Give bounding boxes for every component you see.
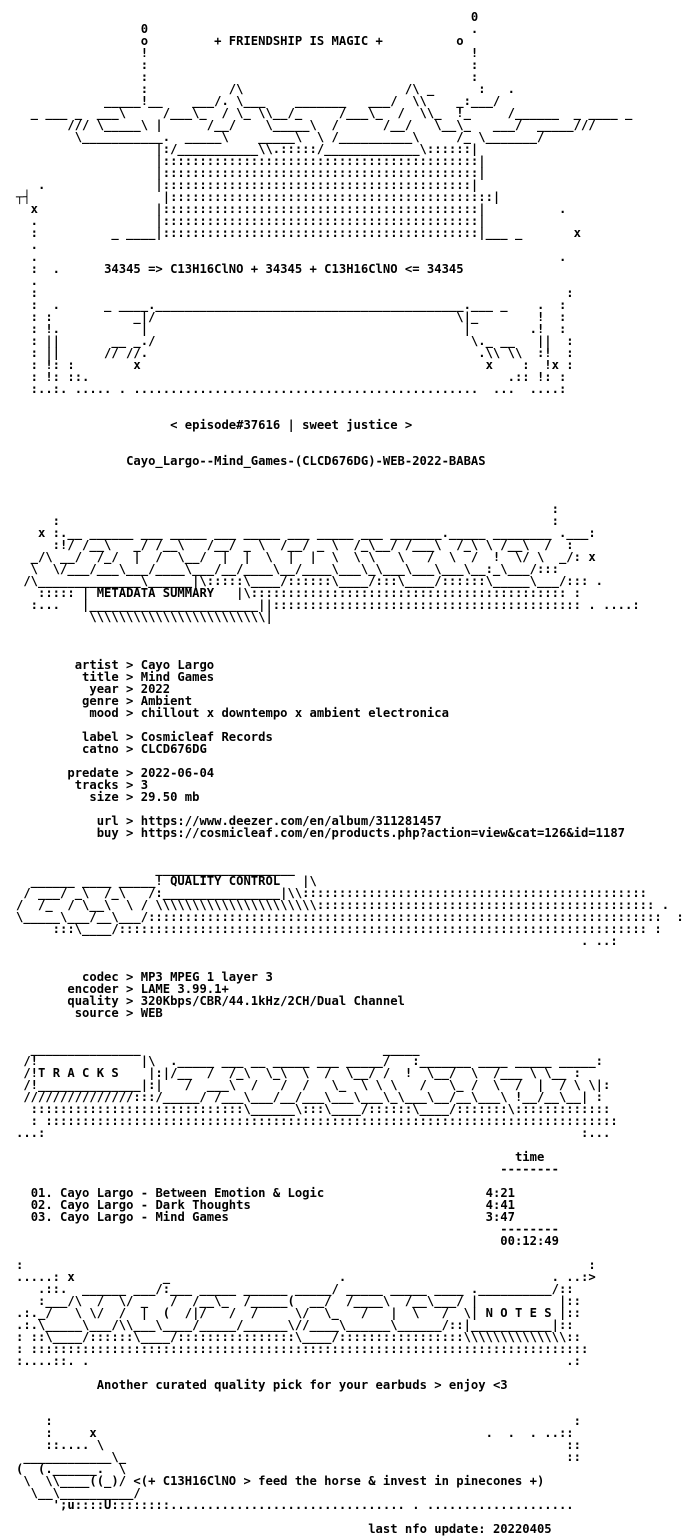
quality-section-title: QUALITY CONTROL bbox=[170, 874, 281, 888]
ascii-art: ::::: | METADATA SUMMARY |\::::::::::::::::::::::::::::::::::::::::::: : bbox=[16, 586, 581, 600]
metadata-buy: https://cosmicleaf.com/en/products.php?action=view&cat=126&id=1187 bbox=[140, 826, 626, 840]
header-tagline: + FRIENDSHIP IS MAGIC + bbox=[214, 34, 383, 48]
ascii-art: :::\____/:::::::::::::::::::::::::::::::::::::::::::::::::::::::::::::::::::::::: : bbox=[16, 922, 662, 936]
ascii-art: /!______________|:| / ___\ / / / \_ \ \ \ / \_ / \ / | / \ \|: bbox=[16, 1078, 611, 1092]
ascii-art: : . 34345 => C13H16ClNO + 34345 + C13H16ClNO <= 34345 bbox=[16, 262, 464, 276]
metadata-size: 29.50 mb bbox=[140, 790, 200, 804]
ascii-art: : : bbox=[16, 1414, 581, 1428]
ascii-art: ';u::::U::::::::................................ . .................... bbox=[16, 1498, 574, 1512]
ascii-art: |:::::::::::::::::::::::::::::::::::::::::::| bbox=[16, 154, 486, 168]
track-1-time: 4:21 bbox=[485, 1186, 515, 1200]
ascii-art: . |::::::::::::::::::::::::::::::::::::::::::| bbox=[16, 178, 479, 192]
metadata-tracks: 3 bbox=[140, 778, 149, 792]
ascii-art: : :::::::::::::::::::::::::::::::::::::::::::::::::::::::::::::::::::::::::::::: bbox=[16, 1114, 618, 1128]
track-row: 03. Cayo Largo - Mind Games 3:47 bbox=[30, 1210, 515, 1224]
ascii-art: : : bbox=[16, 58, 479, 72]
ascii-art: . ..: bbox=[16, 934, 618, 948]
ascii-art: ___________________ bbox=[16, 862, 295, 876]
ascii-art: o + FRIENDSHIP IS MAGIC + o bbox=[16, 34, 464, 48]
quality-codec: MP3 MPEG 1 layer 3 bbox=[140, 970, 273, 984]
ascii-art: \ \/___/___\___/____\___/__/____\__/____\___\_\___\___\___\__:_\___/::: bbox=[16, 562, 559, 576]
release-episode: < episode#37616 | sweet justice > bbox=[170, 418, 413, 432]
ascii-art: : /\ /\ _ : . bbox=[16, 82, 515, 96]
notes-section-title: N O T E S bbox=[485, 1306, 552, 1320]
quality-source: WEB bbox=[140, 1006, 163, 1020]
ascii-art: x |:::::::::::::::::::::::::::::::::::::::::::| . bbox=[16, 202, 567, 216]
nfo-document: 0 0 . o + FRIENDSHIP IS MAGIC + o ! ! : : : : : /\ /\ _ : . _____!__ ___/. \___ _______ ___/ \\ _:___/ _ ___ _ ___\ /___\_ / \_ \\__/_ /___\_ / \\_ !_ /______ _ ____ _ /// \_____\ | /__/ \_____\ / /__/ \__\_ ___/ _____/// \___________. _____\ _____\ \ /__________\ /_ \_______/ |:/___________\\.:::::/_____________\::::::| |:::::::::::::::::::::::::::::::::::::::::::| |:::::::::::::::::::::::::::::::::::::::::::| . |::::::::::::::::::::::::::::::::::::::::::| ┬┤ |::::::::::::::::::::::::::::::::::::::::::::| x |:::::::::::::::::::::::::::::::::::::::::::| . . |:::::::::::::::::::::::::::::::::::::::::::| : _ ____|:::::::::::::::::::::::::::::::::::::::::::|___ _ x . . . : . 34345 => C13H16ClNO + 34345 + C13H16ClNO <= 34345 . : : : . _ ____.__________________________________________.___ _ . : : : _|/ \|_ ! : : !. | | .! : : || __ _./ \._ __ || : : || // //. .\\ \\ :! : : !: : x x : !x : : !: ::. .:: !: : :..:. ..... . ............................................... ... ....: < episode#37616 | sweet justice > Cayo_Largo--Mind_Games-(CLCD676DG)-WEB-2022-BABAS : : : x :.__ ______ ___ _____ ___ _____ ___ _____ ___ _______._____ ________ .___: :!/ /__\ _/ /__\ /__/ _ \ /__/ _ \ /_\__/ /___\ /_\ \ /__\ / : _/\ __/ /_/ | / \__/ | | \ | | \ \ \ \ / \ / ! \/ \ _/: x \ \/___/___\___/____\___/__/____\__/____\___\_\___\___\___\__:_\___/::: /\______________\______|\:::::\____/::::::\____/:::\____/::::::\_____\___/::: . ::::: | METADATA SUMMARY |\::::::::::::::::::::::::::::::::::::::::::: : :... |_______________________||:::::::::::::::::::::::::::::::::::::::::: . ....: \\\\\\\\\\\\\\\\\\\\\\\\| artist > Cayo Largo title > Mind Games year > 2022 genre > Ambient mood > chillout x downtempo x ambient electronica label > Cosmicleaf Records catno > CLCD676DG predate > 2022-06-04 tracks > 3 size > 29.50 mb url > https://www.deezer.com/en/album/311281457 buy > https://cosmicleaf.com/en/products.php?action=view&cat=126&id=1187 ___________________ ______ ____ _____! QUALITY CONTROL |\ / ___/ _\ /_\ /:________________|\\::::::::::::::::::::::::::::::::::::::::::::::: / /_ / \__\ \ / \\\\\\\\\\\\\\\\\\\\\\:::::::::::::::::::::::::::::::::::::::::::::: . \_____\___/__\___/:::::::::::::::::::::::::::::::::::::::::::::::::::::::::::::::::::::: : :::\____/:::::::::::::::::::::::::::::::::::::::::::::::::::::::::::::::::::::::: : . ..: codec > MP3 MPEG 1 layer 3 encoder > LAME 3.99.1+ quality > 320Kbps/CBR/44.1kHz/2CH/Dual Channel source > WEB _______________ _____ /! |\ ._____ ___ __ _____ ___ _____/ :_______ ____ _____ _____: /!T R A C K S |:|/__ / /_\ \_\ \ / \__/ / ! \__/ \ /___ \ \__ : /!______________|:| / ___\ / / / \_ \ \ \ / \_ / \ / | / \ \|: ///////////////:::/_____/ /___\___/__/___\___\___\_\___\__/__\___\ !__/__\__| : :::::::::::::::::::::::::::::\______\:::\____/::::::\____/:::::::\::::::::::::: : :::::::::::::::::::::::::::::::::::::::::::::::::::::::::::::::::::::::::::::: ...: :... time -------- 01. Cayo Largo - Between Emotion & Logic 4:21 02. Cayo Largo - Dark Thoughts 4:41 03. Cayo Largo - Mind Games 3:47 -------- 00:12:49 : : .....: x _ . . ..:> .::. ______ ___/:___ _____ ______ _____/ _____ _____ ____ .__________/:: :___/\ / \/ _ / /__\_ /_____( __/ /____\ /__\___/ | |:: .:._/ \ \/ / | ( /|/ / / \/ \_ / | \ / \| N O T E S |:: .:.\_____\___/\\___\____/_____/______\//____\______\______/::|___________|:: : ::\____/::::::\____/::::::::::::::::\____/:::::::::::::::::\\\\\\\\\\\\\\:: : :::::::::::::::::::::::::::::::::::::::::::::::::::::::::::::::::::::::::::: :....::. . .: Another curated quality pick for your earbuds > enjoy <3 : : : x . . . ..:: ::.... \ :: ____________\_ :: ( (.______. \ \ \\____((_)/ <(+ C13H16ClNO > feed the horse & invest in pinecones +) \__\__________/ ';u::::U::::::::................................ . .................... last nfo update: 20220405 bbox=[16, 10, 684, 1536]
ascii-art: ( (.______. \ bbox=[16, 1462, 127, 1476]
ascii-art: 0 . bbox=[16, 22, 479, 36]
metadata-section-title: METADATA SUMMARY bbox=[96, 586, 215, 600]
ascii-art: \ \\____((_)/ <(+ C13H16ClNO > feed the horse & invest in pinecones +) bbox=[16, 1474, 545, 1488]
ascii-art: x :.__ ______ ___ _____ ___ _____ ___ _____ ___ _______._____ ________ .___: bbox=[16, 526, 596, 540]
track-1-title: Between Emotion & Logic bbox=[155, 1186, 325, 1200]
ascii-art: :..:. ..... . ............................................... ... ....: bbox=[16, 382, 567, 396]
ascii-art: : : bbox=[16, 514, 559, 528]
track-row: 01. Cayo Largo - Between Emotion & Logic 4:21 bbox=[30, 1186, 515, 1200]
ascii-art: .:._/ \ \/ / | ( /|/ / / \/ \_ / | \ / \| N O T E S |:: bbox=[16, 1306, 582, 1320]
ascii-art: \__\__________/ bbox=[16, 1486, 141, 1500]
metadata-artist: Cayo Largo bbox=[140, 658, 215, 672]
release-dirname: Cayo_Largo--Mind_Games-(CLCD676DG)-WEB-2022-BABAS bbox=[126, 454, 486, 468]
track-2-number: 02. bbox=[30, 1198, 53, 1212]
ascii-art: \___________. _____\ _____\ \ /__________\ /_ \_______/ bbox=[16, 130, 545, 144]
footer-last-update: last nfo update: 20220405 bbox=[368, 1522, 552, 1536]
tracks-section-title: T R A C K S bbox=[38, 1066, 119, 1080]
ascii-art: :::::::::::::::::::::::::::::\______\:::\____/::::::\____/:::::::\::::::::::::: bbox=[16, 1102, 611, 1116]
ascii-art: ______ ____ _____! QUALITY CONTROL |\ bbox=[16, 874, 317, 888]
ascii-art: : !: ::. .:: !: : bbox=[16, 370, 567, 384]
ascii-art: _ ___ _ ___\ /___\_ / \_ \\__/_ /___\_ / \\_ !_ /______ _ ____ _ bbox=[16, 106, 633, 120]
ascii-art: : || // //. .\\ \\ :! : bbox=[16, 346, 574, 360]
ascii-art: : : bbox=[16, 70, 479, 84]
ascii-art: \_____\___/__\___/:::::::::::::::::::::::::::::::::::::::::::::::::::::::::::::::::::::: : bbox=[16, 910, 684, 924]
track-2-artist: Cayo Largo bbox=[60, 1198, 134, 1212]
ascii-art: : : bbox=[16, 1258, 596, 1272]
ascii-art: . . bbox=[16, 250, 567, 264]
ascii-art: . |:::::::::::::::::::::::::::::::::::::::::::| bbox=[16, 214, 486, 228]
ascii-art: :___/\ / \/ _ / /__\_ /_____( __/ /____\ /__\___/ | |:: bbox=[16, 1294, 581, 1308]
track-3-artist: Cayo Largo bbox=[60, 1210, 134, 1224]
ascii-art: _/\ __/ /_/ | / \__/ | | \ | | \ \ \ \ / \ / ! \/ \ _/: x bbox=[16, 550, 596, 564]
ascii-art: |:::::::::::::::::::::::::::::::::::::::::::| bbox=[16, 166, 486, 180]
metadata-year: 2022 bbox=[140, 682, 171, 696]
ascii-art: /\______________\______|\:::::\____/::::::\____/:::\____/::::::\_____\___/::: . bbox=[16, 574, 603, 588]
ascii-art: :!/ /__\ _/ /__\ /__/ _ \ /__/ _ \ /_\__/ /___\ /_\ \ /__\ / : bbox=[16, 538, 574, 552]
ascii-art: ///////////////:::/_____/ /___\___/__/___\___\___\_\___\__/__\___\ !__/__\__| : bbox=[16, 1090, 603, 1104]
metadata-mood: chillout x downtempo x ambient electronica bbox=[140, 706, 449, 720]
tracklist-total: 00:12:49 bbox=[500, 1234, 559, 1248]
ascii-art: :....::. . .: bbox=[16, 1354, 581, 1368]
ascii-art: |:/___________\\.:::::/_____________\::::::| bbox=[16, 142, 479, 156]
track-1-number: 01. bbox=[30, 1186, 53, 1200]
ascii-art: . bbox=[16, 238, 39, 252]
ascii-art: : || __ _./ \._ __ || : bbox=[16, 334, 574, 348]
ascii-art: \\\\\\\\\\\\\\\\\\\\\\\\| bbox=[16, 610, 273, 624]
ascii-art: ! ! bbox=[16, 46, 479, 60]
ascii-art: /!T R A C K S |:|/__ / /_\ \_\ \ / \__/ / ! \__/ \ /___ \ \__ : bbox=[16, 1066, 581, 1080]
metadata-label: Cosmicleaf Records bbox=[140, 730, 273, 744]
tracklist-time-header: time bbox=[514, 1150, 545, 1164]
track-3-time: 3:47 bbox=[485, 1210, 515, 1224]
ascii-art: : _ ____|:::::::::::::::::::::::::::::::::::::::::::|___ _ x bbox=[16, 226, 581, 240]
ascii-art: 0 bbox=[16, 10, 479, 24]
track-2-time: 4:41 bbox=[485, 1198, 515, 1212]
track-3-number: 03. bbox=[30, 1210, 53, 1224]
metadata-predate: 2022-06-04 bbox=[140, 766, 215, 780]
quality-encoder: LAME 3.99.1+ bbox=[140, 982, 229, 996]
ascii-art: ┬┤ |::::::::::::::::::::::::::::::::::::::::::::| bbox=[16, 190, 501, 204]
header-formula: 34345 => C13H16ClNO + 34345 + C13H16ClNO <= 34345 bbox=[104, 262, 464, 276]
track-3-title: Mind Games bbox=[155, 1210, 229, 1224]
footer-slogan: <(+ C13H16ClNO > feed the horse & invest in pinecones +) bbox=[133, 1474, 545, 1488]
ascii-art: : x . . . ..:: bbox=[16, 1426, 574, 1440]
ascii-art: .:.\_____\___/\\___\____/_____/______\//____\______\______/::|___________|:: bbox=[16, 1318, 574, 1332]
ascii-art: : : _|/ \|_ ! : bbox=[16, 310, 567, 324]
ascii-art: :... |_______________________||:::::::::::::::::::::::::::::::::::::::::: . ....: bbox=[16, 598, 640, 612]
track-row: 02. Cayo Largo - Dark Thoughts 4:41 bbox=[30, 1198, 515, 1212]
ascii-art: : . _ ____.__________________________________________.___ _ . : bbox=[16, 298, 567, 312]
ascii-art: _____!__ ___/. \___ _______ ___/ \\ _:___/ bbox=[16, 94, 501, 108]
ascii-art: : !: : x x : !x : bbox=[16, 358, 574, 372]
ascii-art: . bbox=[16, 274, 39, 288]
ascii-art: .::. ______ ___/:___ _____ ______ _____/ _____ _____ ____ .__________/:: bbox=[16, 1282, 574, 1296]
ascii-art: : bbox=[16, 502, 559, 516]
track-1-artist: Cayo Largo bbox=[60, 1186, 134, 1200]
ascii-art: : ::\____/::::::\____/::::::::::::::::\____/:::::::::::::::::\\\\\\\\\\\\\\:: bbox=[16, 1330, 581, 1344]
ascii-art: /! |\ ._____ ___ __ _____ ___ _____/ :_______ ____ _____ _____: bbox=[16, 1054, 603, 1068]
metadata-title: Mind Games bbox=[140, 670, 215, 684]
metadata-genre: Ambient bbox=[140, 694, 193, 708]
ascii-art: ____________\_ :: bbox=[16, 1450, 581, 1464]
ascii-art: .....: x _ . . ..:> bbox=[16, 1270, 596, 1284]
metadata-catno: CLCD676DG bbox=[140, 742, 207, 756]
ascii-art: /// \_____\ | /__/ \_____\ / /__/ \__\_ ___/ _____/// bbox=[16, 118, 596, 132]
notes-text: Another curated quality pick for your earbuds > enjoy <3 bbox=[96, 1378, 508, 1392]
metadata-url: https://www.deezer.com/en/album/311281457 bbox=[140, 814, 442, 828]
quality-quality: 320Kbps/CBR/44.1kHz/2CH/Dual Channel bbox=[140, 994, 405, 1008]
ascii-art: _______________ _____ bbox=[16, 1042, 420, 1056]
ascii-art: / /_ / \__\ \ / \\\\\\\\\\\\\\\\\\\\\\:::::::::::::::::::::::::::::::::::::::::::::: . bbox=[16, 898, 670, 912]
ascii-art: / ___/ _\ /_\ /:________________|\\::::::::::::::::::::::::::::::::::::::::::::::: bbox=[16, 886, 648, 900]
ascii-art: : !. | | .! : bbox=[16, 322, 567, 336]
ascii-art: : : bbox=[16, 286, 574, 300]
ascii-art: : :::::::::::::::::::::::::::::::::::::::::::::::::::::::::::::::::::::::::::: bbox=[16, 1342, 589, 1356]
ascii-art: ::.... \ :: bbox=[16, 1438, 581, 1452]
track-2-title: Dark Thoughts bbox=[155, 1198, 251, 1212]
ascii-art: ...: :... bbox=[16, 1126, 611, 1140]
